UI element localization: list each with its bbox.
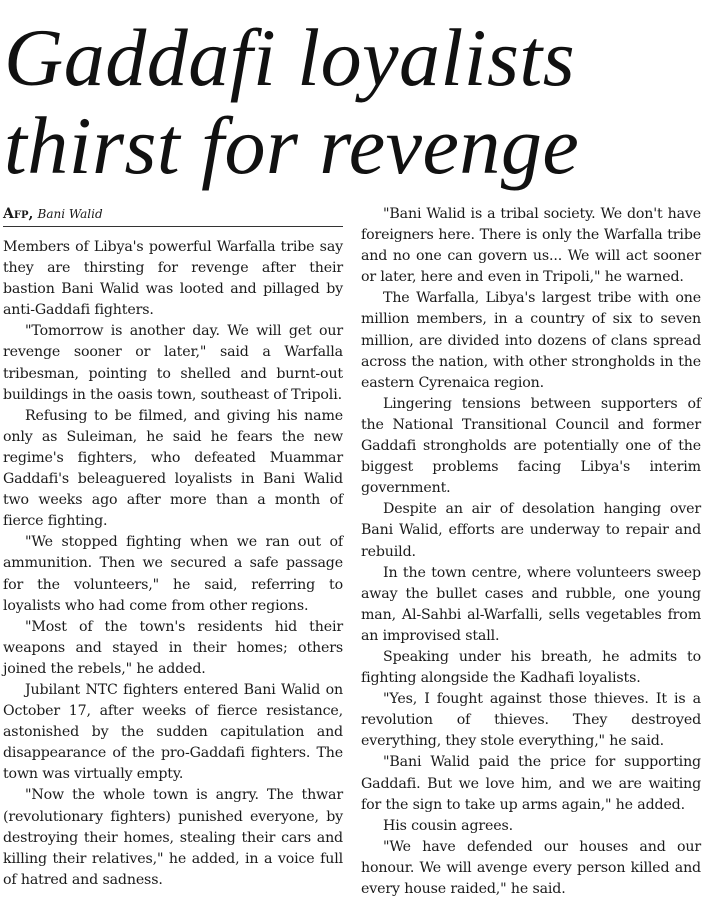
headline-line-2: thirst for revenge	[4, 100, 580, 191]
paragraph: "We stopped fighting when we ran out of ammunition. Then we secured a safe passage for the volunteers," he said, referring to loyalists who had come from other regions.	[3, 534, 343, 614]
paragraph: "We have defended our houses and our honour. We will avenge every person killed and every house raided," he said.	[361, 838, 701, 897]
paragraph: "Tomorrow is another day. We will get our revenge sooner or later," said a Warfalla tribesman, pointing to shelled and burnt-out buildings in the oasis town, southeast of Tripoli.	[3, 323, 343, 403]
paragraph: "Bani Walid paid the price for supporting Gaddafi. But we love him, and we are waiting for the sign to take up arms again," he added.	[361, 754, 701, 813]
right-column	[361, 204, 701, 900]
paragraph: Speaking under his breath, he admits to fighting alongside the Kadhafi loyalists.	[361, 648, 701, 687]
paragraph: Refusing to be filmed, and giving his name only as Suleiman, he said he fears the new regime's fighters, who defeated Muammar Gaddafi's beleaguered loyalists in Bani Walid two weeks ago after more than a month of fierce fighting.	[3, 407, 343, 530]
byline-agency: Afp,	[3, 206, 34, 222]
byline-place: Bani Walid	[37, 207, 103, 221]
paragraph: In the town centre, where volunteers sweep away the bullet cases and rubble, one young man, Al-Sahbi al-Warfalli, sells vegetables from an improvised stall.	[361, 564, 701, 644]
paragraph: Jubilant NTC fighters entered Bani Walid on October 17, after weeks of fierce resistance, astonished by the sudden capitulation and disappearance of the pro-Gaddafi fighters. The town was virtually empty.	[3, 681, 343, 783]
paragraph: "Bani Walid is a tribal society. We don't have foreigners here. There is only the Warfalla tribe and no one can govern us... We will act sooner or later, here and even in Tripoli," he warned.	[361, 206, 701, 286]
paragraph: "Now the whole town is angry. The thwar (revolutionary fighters) punished everyone, by destroying their homes, stealing their cars and killing their relatives," he added, in a voice full of hatred and sadness.	[3, 787, 343, 888]
paragraph: "Most of the town's residents hid their weapons and stayed in their homes; others joined the rebels," he added.	[3, 618, 343, 677]
paragraph: Members of Libya's powerful Warfalla tribe say they are thirsting for revenge after their bastion Bani Walid was looted and pillaged by anti-Gaddafi fighters.	[3, 239, 343, 319]
left-column	[3, 237, 343, 891]
paragraph: Despite an air of desolation hanging over Bani Walid, efforts are underway to repair and rebuild.	[361, 501, 701, 560]
paragraph: "Yes, I fought against those thieves. It is a revolution of thieves. They destroyed everything, they stole everything," he said.	[361, 691, 701, 750]
paragraph: Lingering tensions between supporters of the National Transitional Council and former Gaddafi strongholds are potentially one of the biggest problems facing Libya's interim government.	[361, 395, 701, 497]
byline	[3, 206, 343, 223]
paragraph: His cousin agrees.	[383, 817, 513, 834]
headline	[4, 14, 704, 190]
headline-line-1: Gaddafi loyalists	[4, 12, 576, 103]
byline-divider	[3, 226, 343, 227]
paragraph: The Warfalla, Libya's largest tribe with one million members, in a country of six to seven million, are divided into dozens of clans spread across the nation, with other strongholds in the eastern Cyrenaica region.	[361, 290, 701, 391]
